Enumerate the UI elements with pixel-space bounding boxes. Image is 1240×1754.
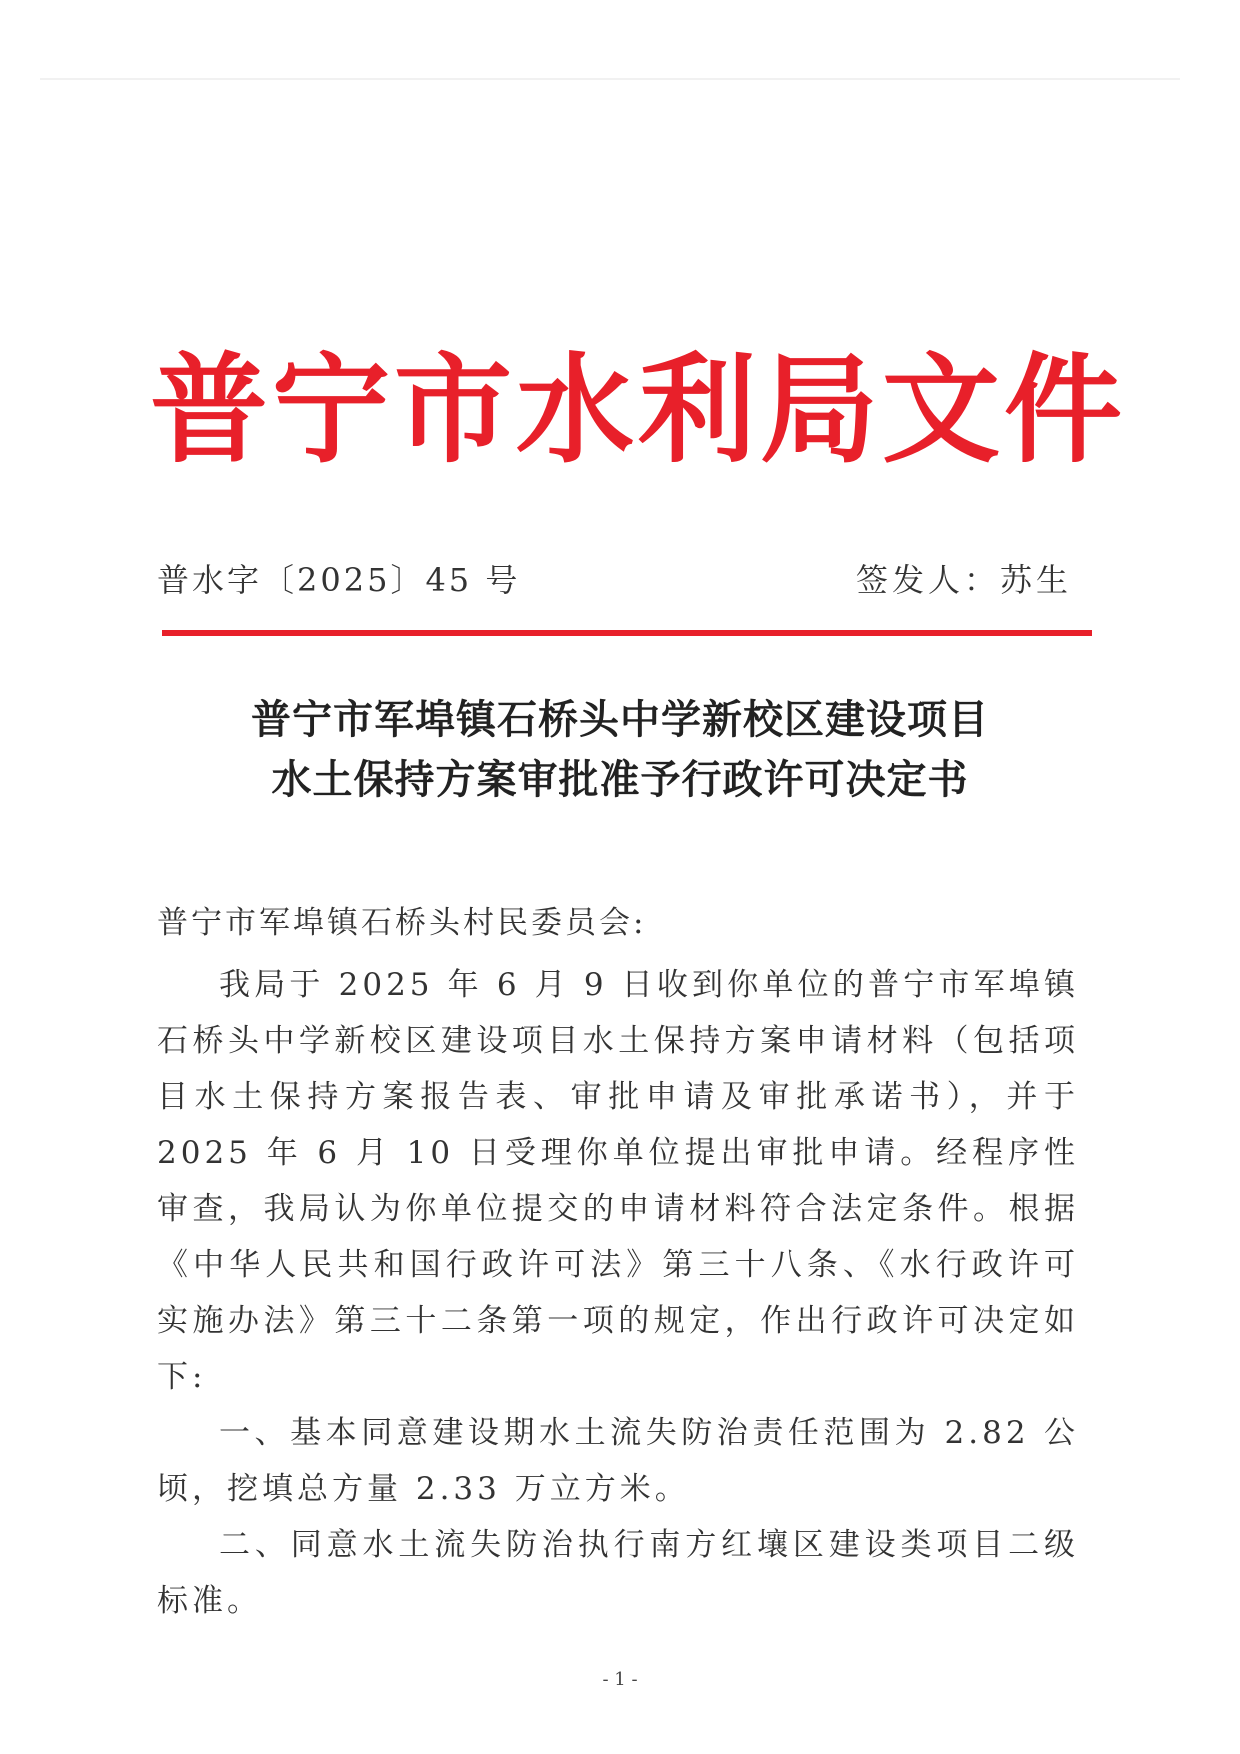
red-masthead: 普宁市水利局文件 [150,340,1127,479]
paragraph-intro: 我局于 2025 年 6 月 9 日收到你单位的普宁市军埠镇石桥头中学新校区建设项目水土保持方案申请材料（包括项目水土保持方案报告表、审批申请及审批承诺书），并于 2025 年 6 月 10 日受理你单位提出审批申请。经程序性审查，我局认为你单位提交的申请材料符合法定条件。根据《中华人民共和国行政许可法》第三十八条、《水行政许可实施办法》第三十二条第一项的规定，作出行政许可决定如下: [157,967,1079,1395]
paragraph-item-2: 二、同意水土流失防治执行南方红壤区建设类项目二级标准。 [157,1527,1079,1619]
signer: 签发人：苏生 [855,561,1072,599]
page-number: - 1 - [602,1669,638,1690]
scan-edge-line [40,78,1180,80]
paragraph-item-1: 一、基本同意建设期水土流失防治责任范围为 2.82 公顷，挖填总方量 2.33 万立方米。 [157,1415,1079,1507]
title-line-1: 普宁市军埠镇石桥头中学新校区建设项目 [251,696,989,743]
document-number: 普水字〔2025〕45 号 [157,561,521,599]
addressee: 普宁市军埠镇石桥头村民委员会: [157,905,647,941]
red-divider-line [162,630,1092,636]
document-title [150,690,1090,810]
title-line-2: 水土保持方案审批准予行政许可决定书 [271,756,969,803]
body-text [157,957,1079,1629]
